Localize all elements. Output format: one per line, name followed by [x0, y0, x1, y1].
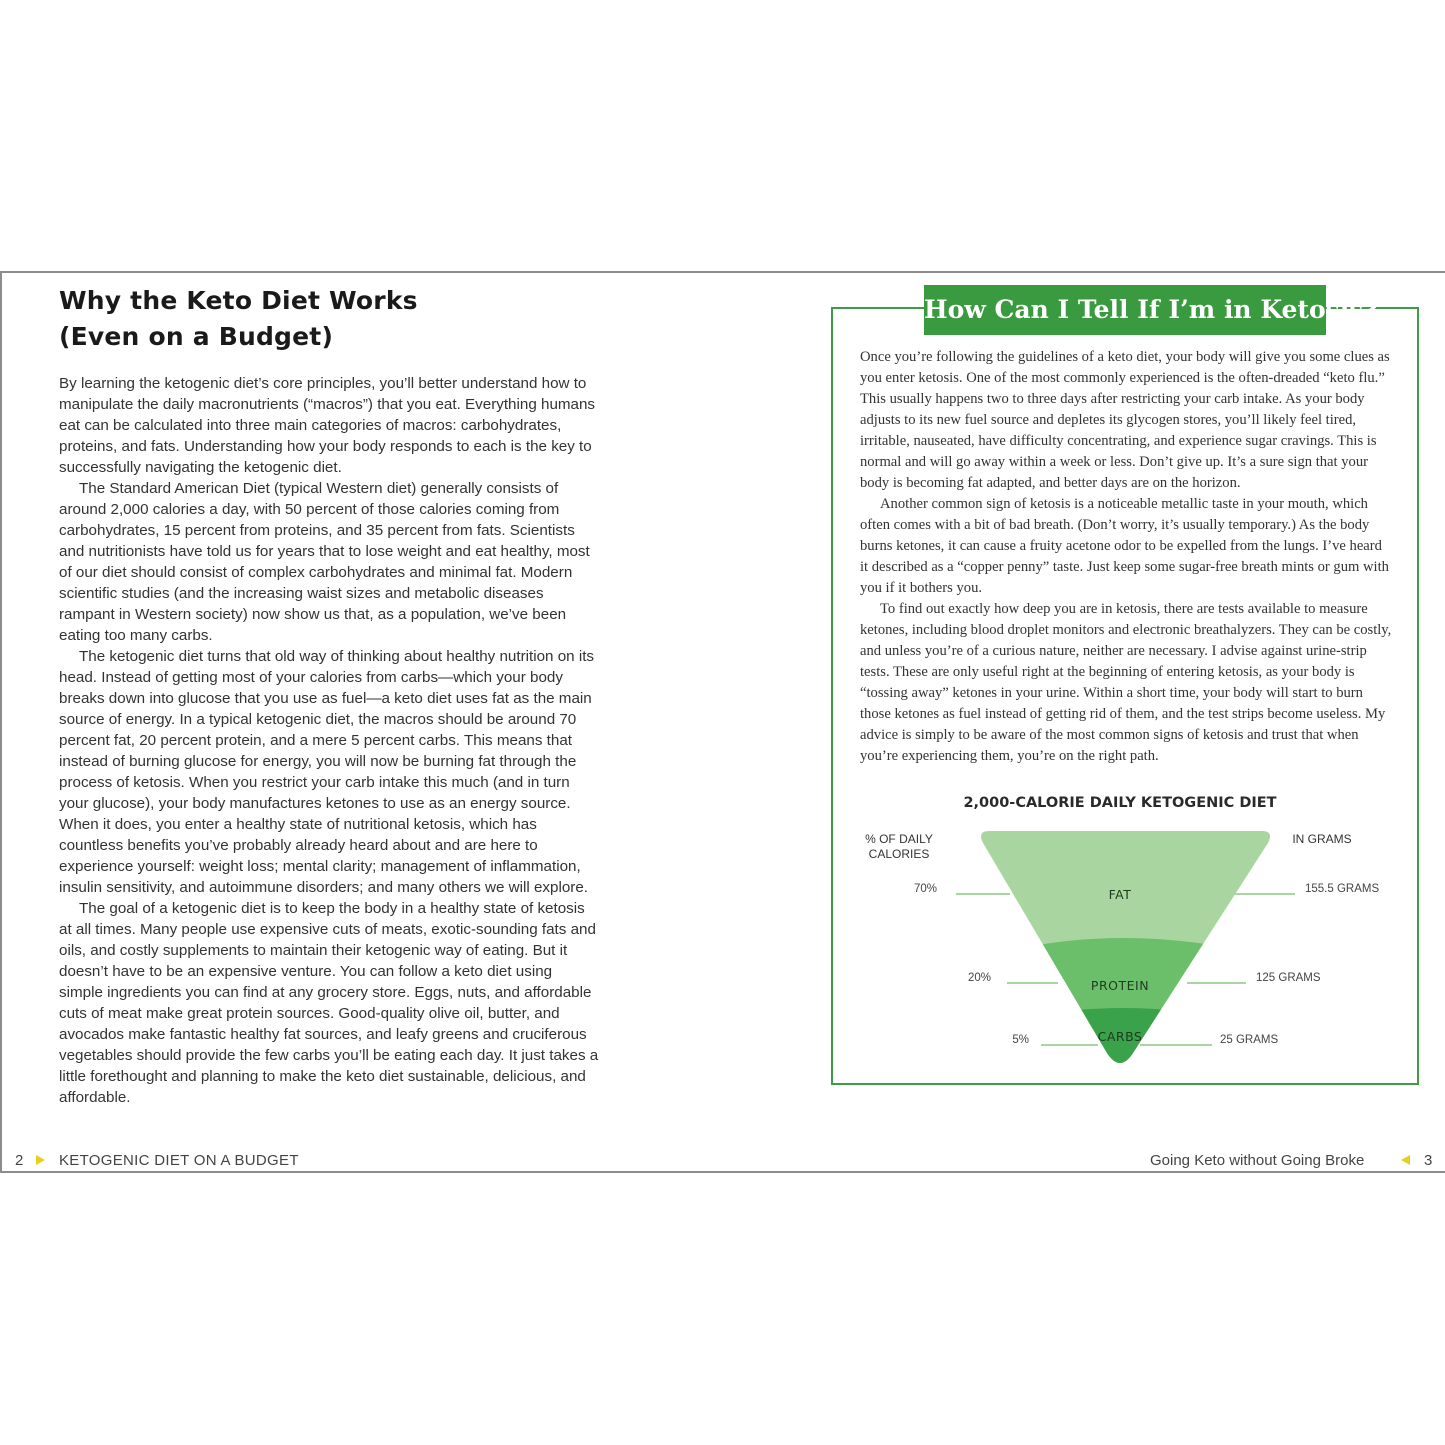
body-paragraph: The goal of a ketogenic diet is to keep the body in a healthy state of ketosis at all times. Many people use expensive cuts of meats, exotic-sounding fats and oils, and costly supplements to maintain their ketogenic way of eating. But it doesn’t have to be an expensive venture. You can follow a keto diet using simple ingredients you can find at any grocery store. Eggs, nuts, and affordable cuts of meat make great protein sources. Good-quality olive oil, butter, and avocados make fantastic healthy fat sources, and leafy greens and cruciferous vegetables should provide the few carbs you’ll be eating each day. It just takes a little forethought and planning to make the keto diet sustainable, delicious, and affordable.: [59, 900, 599, 1106]
sidebar-paragraph: To find out exactly how deep you are in ketosis, there are tests available to measure ketones, including blood droplet monitors and electronic breathalyzers. They can be costly, and unless you’re of a curious nature, neither are necessary. I advise against urine-strip tests. These are only useful right at the beginning of entering ketosis, as your body is “tossing away” ketones in your urine. Within a short time, your body will start to burn those ketones as fuel instead of getting rid of them, and the test strips become useless. My advice is simply to be aware of the most common signs of ketosis and trust that when you’re experiencing them, you’re on the right path.: [860, 601, 1392, 764]
protein-percent-label: 20%: [967, 972, 991, 984]
sidebar-paragraph: Another common sign of ketosis is a noticeable metallic taste in your mouth, which often comes with a bit of bad breath. (Don’t worry, it’s usually temporary.) As the body burns ketones, it can cause a fruity acetone odor to be expelled from the lungs. I’ve heard it described as a “copper penny” taste. Just keep some sugar-free breath mints or gum with you if it bothers you.: [860, 496, 1389, 596]
fat-percent-label: 70%: [913, 883, 937, 895]
protein-grams-label: 125 GRAMS: [1256, 972, 1321, 984]
title-line-1: Why the Keto Diet Works: [59, 286, 418, 315]
body-paragraph: By learning the ketogenic diet’s core principles, you’ll better understand how to manipulate the daily macronutrients (“macros”) that you eat. Everything humans eat can be calculated into three main categories of macros: carbohydrates, proteins, and fats. Understanding how your body responds to each is the key to successfully navigating the ketogenic diet.: [59, 375, 596, 476]
carbs-grams-label: 25 GRAMS: [1220, 1034, 1279, 1046]
left-page-number: 2: [15, 1152, 24, 1169]
left-body-text: [59, 373, 599, 1108]
ketogenic-funnel-chart: [843, 783, 1407, 1083]
right-axis-label: IN GRAMS: [1292, 832, 1352, 846]
sidebar-title: How Can I Tell If I’m in Ketosis?: [924, 285, 1326, 335]
fat-segment-label: FAT: [1108, 887, 1132, 902]
body-paragraph: The ketogenic diet turns that old way of thinking about healthy nutrition on its head. Instead of getting most of your calories from carbs—which your body breaks down into glucose that you use as fuel—a keto diet uses fat as the main source of energy. In a typical ketogenic diet, the macros should be around 70 percent fat, 20 percent protein, and a mere 5 percent carbs. This means that instead of burning glucose for energy, you will now be burning fat through the process of ketosis. When you restrict your carb intake this much (and in turn your glucose), your body manufactures ketones to use as an energy source. When it does, you enter a healthy state of nutritional ketosis, which has countless benefits you’ve probably already heard about and are here to experience yourself: weight loss; mental clarity; management of inflammation, insulin sensitivity, and autoimmune disorders; and many others we will explore.: [59, 648, 595, 896]
sidebar-paragraph: Once you’re following the guidelines of a keto diet, your body will give you some clues as you enter ketosis. One of the most commonly experienced is the often-dreaded “keto flu.” This usually happens two to three days after restricting your carb intake. As your body adjusts to its new fuel source and depletes its glycogen stores, you’ll likely feel tired, irritable, nauseated, have difficulty concentrating, and experience sugar cravings. This is normal and will go away within a week or less. Don’t give up. It’s a sure sign that your body is becoming fat adapted, and better days are on the horizon.: [860, 349, 1390, 491]
page-title: [59, 283, 599, 355]
book-spread: [0, 271, 1445, 1173]
carbs-percent-label: 5%: [1012, 1034, 1029, 1046]
right-arrow-icon: [36, 1155, 45, 1165]
right-page-number: 3: [1424, 1152, 1433, 1169]
ketosis-sidebar-box: [831, 295, 1419, 1085]
chart-title: 2,000-CALORIE DAILY KETOGENIC DIET: [963, 795, 1277, 811]
right-running-title: Going Keto without Going Broke: [1150, 1152, 1365, 1169]
protein-segment-label: PROTEIN: [1090, 978, 1150, 993]
left-page: [59, 283, 599, 1108]
left-arrow-icon: [1401, 1155, 1410, 1165]
left-running-title: KETOGENIC DIET ON A BUDGET: [59, 1152, 299, 1169]
title-line-2: (Even on a Budget): [59, 322, 334, 351]
fat-grams-label: 155.5 GRAMS: [1305, 883, 1380, 895]
carbs-segment-label: CARBS: [1097, 1029, 1143, 1044]
left-axis-label: % OF DAILY CALORIES: [865, 832, 933, 861]
body-paragraph: The Standard American Diet (typical Western diet) generally consists of around 2,000 calories a day, with 50 percent of those calories coming from carbohydrates, 15 percent from proteins, and 35 percent from fats. Scientists and nutritionists have told us for years that to lose weight and eat healthy, most of our diet should consist of complex carbohydrates and minimal fat. Modern scientific studies (and the increasing waist sizes and metabolic diseases rampant in Western society) now show us that, as a population, we’ve been eating too many carbs.: [59, 480, 590, 644]
sidebar-body-text: [860, 347, 1392, 767]
